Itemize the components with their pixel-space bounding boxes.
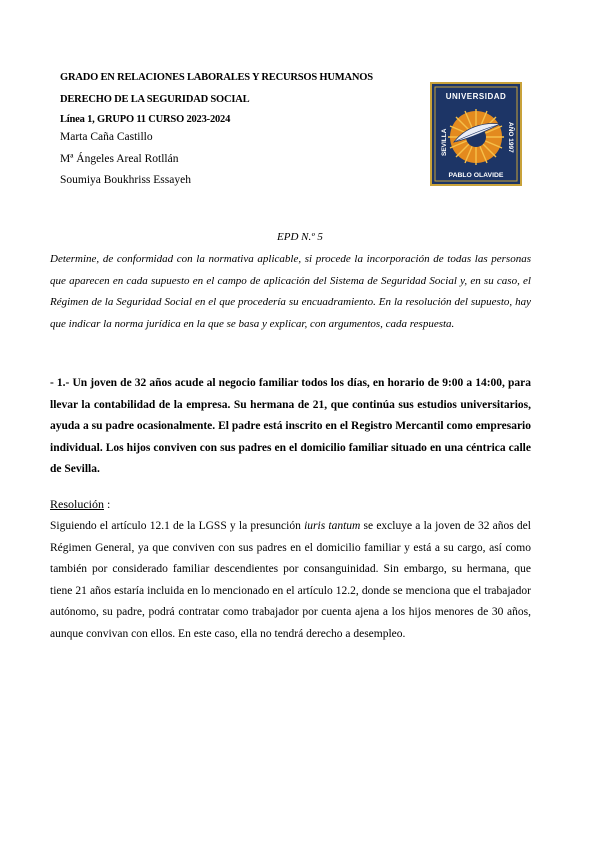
latin-term: iuris tantum: [304, 520, 361, 532]
logo-right-text: AÑO 1997: [507, 122, 514, 153]
logo-top-text: UNIVERSIDAD: [445, 92, 507, 101]
epd-title: EPD N.º 5: [277, 231, 323, 243]
author-1: Marta Caña Castillo: [60, 131, 153, 143]
subject-title: DERECHO DE LA SEGURIDAD SOCIAL: [60, 94, 250, 105]
resolution-heading: [50, 497, 110, 512]
resolution-text-part1: Siguiendo el artículo 12.1 de la LGSS y la presunción: [50, 520, 305, 532]
logo-left-text: SEVILLA: [441, 128, 448, 156]
logo-bottom-text: PABLO OLAVIDE: [448, 172, 504, 179]
resolution-text-part2: se excluye a la joven de 32 años del Régimen General, ya que conviven con sus padres en el domicilio familiar y está a su cargo, así como también por considerado familiar descendientes por consanguinidad. Sin embargo, su hermana, que tiene 21 años estaría incluida en lo mencionado en el artículo 12.2, donde se menciona que el trabajador autónomo, su padre, podrá contratar como trabajador por cuenta ajena a los hijos menores de 30 años, aunque convivan con ellos. En este caso, ella no tendrá derecho a desempleo.: [50, 520, 531, 640]
group-line: Línea 1, GRUPO 11 CURSO 2023-2024: [60, 114, 231, 125]
sun-icon: [448, 109, 504, 165]
logo-emblem: [432, 84, 520, 184]
degree-title: GRADO EN RELACIONES LABORALES Y RECURSOS HUMANOS: [60, 72, 373, 83]
case-1-statement: - 1.- Un joven de 32 años acude al negocio familiar todos los días, en horario de 9:00 a 14:00, para llevar la contabilidad de la empresa. Su hermana de 21, que continúa sus estudios universitarios, ayuda a su padre ocasionalmente. El padre está inscrito en el Registro Mercantil como empresario individual. Los hijos conviven con sus padres en el domicilio familiar situado en una céntrica calle de Sevilla.: [50, 377, 531, 475]
author-2: Mª Ángeles Areal Rotllán: [60, 153, 179, 165]
university-logo: [430, 82, 522, 186]
resolution-heading-label: Resolución: [50, 497, 104, 511]
resolution-paragraph: [50, 516, 531, 645]
author-3: Soumiya Boukhriss Essayeh: [60, 174, 191, 186]
instructions-paragraph: Determine, de conformidad con la normativa aplicable, si procede la incorporación de todas las personas que aparecen en cada supuesto en el campo de aplicación del Sistema de Seguridad Social y, en su caso, el Régimen de la Seguridad Social en el que procedería su encuadramiento. En la resolución del supuesto, hay que indicar la norma jurídica en la que se basa y explicar, con argumentos, cada respuesta.: [50, 253, 531, 330]
resolution-heading-colon: :: [104, 497, 111, 511]
